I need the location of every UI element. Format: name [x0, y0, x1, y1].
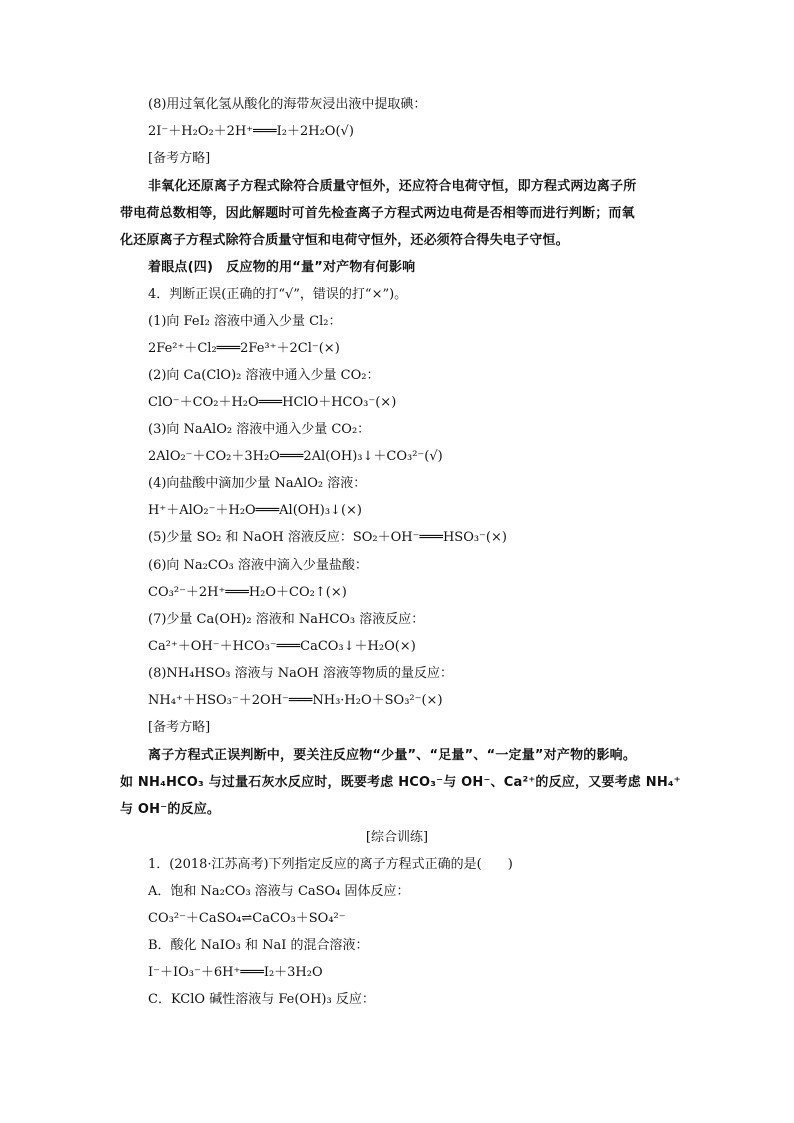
strategy2-line-1: 离子方程式正误判断中，要关注反应物“少量”、“足量”、“一定量”对产物的影响。: [148, 748, 637, 763]
strategy-heading-1: [备考方略]: [148, 151, 211, 166]
strategy1-line-3: 化还原离子方程式除符合质量守恒和电荷守恒外，还必须符合得失电子守恒。: [120, 233, 569, 248]
item1-equation: 2Fe²⁺＋Cl₂═══2Fe³⁺＋2Cl⁻(×): [148, 341, 340, 356]
strategy-heading-2: [备考方略]: [148, 720, 211, 735]
item8-equation: NH₄⁺＋HSO₃⁻＋2OH⁻═══NH₃·H₂O＋SO₃²⁻(×): [148, 693, 443, 708]
training-question-1: 1．(2018·江苏高考)下列指定反应的离子方程式正确的是( ): [148, 857, 513, 872]
item4-question: (4)向盐酸中滴加少量 NaAlO₂ 溶液：: [148, 476, 367, 491]
strategy2-line-3: 与 OH⁻的反应。: [120, 802, 221, 817]
strategy1-line-2: 带电荷总数相等，因此解题时可首先检查离子方程式两边电荷是否相等而进行判断；而氧: [120, 206, 635, 221]
point4-question: 4．判断正误(正确的打“√”，错误的打“×”)。: [148, 287, 408, 302]
item2-question: (2)向 Ca(ClO)₂ 溶液中通入少量 CO₂：: [148, 368, 380, 383]
item4-equation: H⁺＋AlO₂⁻＋H₂O═══Al(OH)₃↓(×): [148, 503, 362, 518]
item3-equation: 2AlO₂⁻＋CO₂＋3H₂O═══2Al(OH)₃↓＋CO₃²⁻(√): [148, 449, 443, 464]
training-heading: [综合训练]: [365, 830, 429, 845]
option-b-equation: I⁻＋IO₃⁻＋6H⁺═══I₂＋3H₂O: [148, 965, 323, 980]
strategy2-line-2: 如 NH₄HCO₃ 与过量石灰水反应时，既要考虑 HCO₃⁻与 OH⁻、Ca²⁺的反应，又要考虑 NH₄⁺: [120, 775, 681, 790]
q8-title: (8)用过氧化氢从酸化的海带灰浸出液中提取碘：: [148, 97, 427, 112]
item1-question: (1)向 FeI₂ 溶液中通入少量 Cl₂：: [148, 314, 342, 329]
q8-equation: 2I⁻＋H₂O₂＋2H⁺═══I₂＋2H₂O(√): [148, 124, 354, 139]
option-a-label: A．饱和 Na₂CO₃ 溶液与 CaSO₄ 固体反应：: [148, 884, 410, 899]
item7-equation: Ca²⁺＋OH⁻＋HCO₃⁻═══CaCO₃↓＋H₂O(×): [148, 639, 416, 654]
option-b-label: B．酸化 NaIO₃ 和 NaI 的混合溶液：: [148, 938, 369, 953]
item6-question: (6)向 Na₂CO₃ 溶液中滴入少量盐酸：: [148, 558, 368, 573]
point4-title: 着眼点(四) 反应物的用“量”对产物有何影响: [148, 260, 416, 275]
item5-question: (5)少量 SO₂ 和 NaOH 溶液反应：SO₂＋OH⁻═══HSO₃⁻(×): [148, 530, 507, 545]
item7-question: (7)少量 Ca(OH)₂ 溶液和 NaHCO₃ 溶液反应：: [148, 612, 425, 627]
item6-equation: CO₃²⁻＋2H⁺═══H₂O＋CO₂↑(×): [148, 585, 347, 600]
item8-question: (8)NH₄HSO₃ 溶液与 NaOH 溶液等物质的量反应：: [148, 666, 453, 681]
option-c-label: C．KClO 碱性溶液与 Fe(OH)₃ 反应：: [148, 992, 375, 1007]
option-a-equation: CO₃²⁻＋CaSO₄⇌CaCO₃＋SO₄²⁻: [148, 911, 346, 926]
item3-question: (3)向 NaAlO₂ 溶液中通入少量 CO₂：: [148, 422, 371, 437]
item2-equation: ClO⁻＋CO₂＋H₂O═══HClO＋HCO₃⁻(×): [148, 395, 397, 410]
strategy1-line-1: 非氧化还原离子方程式除符合质量守恒外，还应符合电荷守恒，即方程式两边离子所: [148, 179, 637, 194]
